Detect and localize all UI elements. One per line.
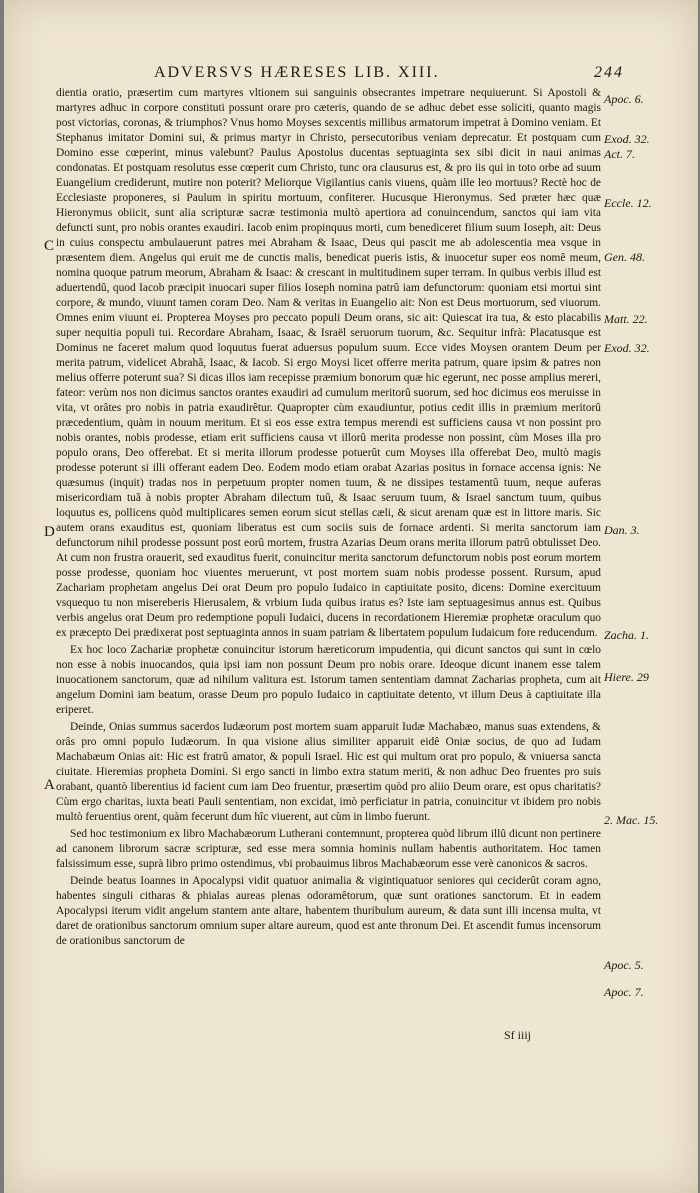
signature-mark: Sf iiij: [504, 1028, 532, 1042]
paragraph: dientia oratio, præsertim cum martyres vltionem sui sanguinis obsecrantes impetrare nequiuerunt. Si Apostoli & martyres adhuc in corpore constituti possunt orare pro cæteris, quando de se adhuc debet esse soliciti, quanto magis post victorias, coronas, & triumphos? Vnus homo Moyses sexcentis millibus armatorum impetrat à Domino veniam. Et Stephanus imitator Domini sui, & primus martyr in Christo, persecutoribus veniam deprecatur. Et postquam cum Domino esse cœperint, minus valebunt? Paulus Apostolus ducentas septuaginta sex sibi dicit in naui animas condonatas. Et postquam resolutus esse cœperit cum Christo, tunc ora clausurus est, & pro iis qui in toto orbe ad suum Euangelium crediderunt, mutire non poterit? Meliorque Vigilantius canis viuens, quàm ille leo mortuus? Rectè hoc de Ecclesiaste proponeres, si Paulum in spiritu mortuum, confiterer. Hucusque Hieronymus. Sed præter hæc quæ Hieronymus obiicit, sunt alia scripturæ sacræ testimonia multò apertiora ad conuincendum, sanctos qui iam vita defuncti sunt, pro nobis orantes exaudiri. Iacob enim propinquus morti, cum benediceret filium suum Ioseph, ait: Deus in cuius conspectu ambulauerunt patres mei Abraham & Isaac, Deus qui pascit me ab adolescentia mea vsque in præsentem diem. Angelus qui eruit me de cunctis malis, benedicat pueris istis, & inuocetur super eos nomê meum, nomina quoque patrum meorum, Abraham & Isaac: & crescant in multitudinem super terram. In quibus verbis illud est aduertendû, quod Iacob præcipit inuocari super filios Ioseph nomina patrû iam defunctorum: quoniam etsi mortui sint corpore, & mundo, viuunt tamen coram Deo. Nam & veritas in Euangelio ait: Non est Deus mortuorum, sed viuorum. Omnes enim viuunt ei. Propterea Moyses pro peccato populi Deum orans, sic ait: Quiescat ira tua, & esto placabilis super nequitia populi tui. Recordare Abraham, Isaac, & Israël seruorum tuorum, &c. Sequitur infrà: Placatusque est Dominus ne faceret malum quod loquutus fuerat aduersus populum suum. Ecce vides Moysen orantem Deum per merita patrum, videlicet Abrahã, Isaac, & Iacob. Si ergo Moysi licet offerre merita patrum, quare ipsim & patres non melius offerre poterunt sua? Si dicas illos iam recepisse præmium bonorum quæ hic egerunt, nec posse amplius mereri, fateor: verùm nos non dicimus sanctos orantes exaudiri ad cumulum meritorû suorum, sed hoc dicimus eos meruisse in vita, vt orâtes pro nobis in patria exaudirêtur. Quapropter cùm exaudiuntur, potius cedit illis in præmium meritorû præcedentium, quàm in nouum meritum. Et si eos esse extra tempus merendi est sufficiens causa vt non possint pro nobis orantes, nobis prodesse, etiam erit sufficiens causa vt illorû merita prodesse non possint, cùm Moses illa pro populo orans, Deo offerebat. Et si merita illorum prodesse potuerût cum Moyses illa offerebat Deo, multò magis prodesse poterunt si illi offerant eadem Deo. Eodem modo etiam orabat Azarias positus in fornace accensa ignis: Ne quæsumus (inquit) tradas nos in perpetuum propter nomen tuum, & ne dissipes testamentû tuum, neque auferas misericordiam tuã à nobis propter Abraham dilectum tuû, & Isaac seruum tuum, & Israel sanctum tuum, quibus loquutus es, pollicens quòd multiplicares semen eorum sicut stellas cæli, & sicut arenam quæ est in littore maris. Sic autem orans exauditus est, quoniam liberatus est cum sociis suis de fornace ardenti. Si merita sanctorum iam defunctorum nihil prodesse possunt post eorû mortem, frustra Azarias Deum orans merita illorum patrû obtulisset Deo. At cum non frustra orauerit, sed exauditus fuerit, conuincitur merita sanctorum defunctorum nobis post eorum mortem posse prodesse, quoniam hoc viuentes meruerunt, vt post mortem suam nobis prodesse possent. Rursum, apud Zachariam prophetam angelus Dei orat Deum pro populo Iudaico in captiuitate posito, dicens: Domine exercituum vsquequo tu non misereberis Hierusalem, & vrbium Iuda quibus iratus es? Iste iam septuagesimus annus est. Quibus verbis angelus orat Deum pro redemptione populi Iudaici, ducens in recordationem Hieremiæ prophetæ oraculum quo ex præcepto Dei prædixerat post septuaginta annos in suam patriam & libertatem populum Iudaicum fore reducendum.: [56, 87, 601, 639]
marginal-note: Apoc. 6.: [604, 92, 644, 106]
marginal-note: Eccle. 12.: [604, 196, 652, 210]
marginal-note: Apoc. 5.: [604, 958, 644, 972]
marginal-note: Dan. 3.: [604, 523, 640, 537]
marginal-note: Exod. 32.: [604, 132, 650, 146]
gutter-letter-d: D: [44, 524, 55, 540]
marginal-note: Matt. 22.: [604, 312, 648, 326]
marginal-note: Apoc. 7.: [604, 985, 644, 999]
paragraph: Deinde beatus Ioannes in Apocalypsi vidit quatuor animalia & vigintiquatuor seniores qui ceciderût coram agno, habentes singuli citharas & phialas aureas plenas odoramêtorum, quæ sunt orationes sanctorum. Et in eadem Apocalypsi iterum vidit angelum stantem ante altare, habentem thuribulum aureum, & data sunt illi incensa multa, vt daret de orationibus sanctorum omnium super altare aureum, quod est ante thronum Dei. Et ascendit fumus incensorum de orationibus sanctorum de: [56, 875, 601, 947]
paragraph: Sed hoc testimonium ex libro Machabæorum Lutherani contemnunt, propterea quòd librum illû dicunt non pertinere ad canonem librorum sacræ scripturæ, sed esse mera somnia hominis nullam habentis authoritatem. Hoc tamen falsissimum esse, suprà libro primo ostendimus, vbi probauimus libros Machabæorum esse verè canonicos & sacros.: [56, 828, 601, 870]
marginal-note: Act. 7.: [604, 147, 635, 161]
main-text: [56, 86, 601, 951]
gutter-letter-c: C: [44, 238, 55, 254]
marginal-note: 2. Mac. 15.: [604, 813, 659, 827]
marginal-note: Hiere. 29: [604, 670, 649, 684]
book-page: [4, 0, 698, 1193]
marginal-note: Zacha. 1.: [604, 628, 649, 642]
paragraph: Deinde, Onias summus sacerdos Iudæorum post mortem suam apparuit Iudæ Machabæo, manus suas extendens, & orâs pro omni populo Iudæorum. In qua visione alius similiter apparuit eidê Oniæ socius, de quo ad Iudam Machabæum Onias ait: Hic est fratrû amator, & populi Israel. Hic est qui multum orat pro populo, & vniuersa sancta ciuitate. Hieremias propheta Domini. Si ergo sancti in limbo extra statum meriti, & non adhuc Deo fruentes pro suis orabant, quantò liberentius id facient cum iam Deo fruentur, præsertim quòd pro aliio Deum orare, est opus charitatis? Cùm ergo charitas, iuxta beati Pauli sententiam, non excidat, imò perficiatur in patria, conuincitur vt ibidem pro nobis multò feruentius orent, quàm fecerunt dum hîc viuerent, aut cùm in limbo fuerunt.: [56, 721, 601, 823]
marginal-note: Exod. 32.: [604, 341, 650, 355]
gutter-letter-a: A: [44, 777, 55, 793]
paragraph: Ex hoc loco Zachariæ prophetæ conuincitur istorum hæreticorum impudentia, qui dicunt sanctos qui sunt in cœlo non esse à nobis inuocandos, quia ipsi iam non possunt Deum pro nobis orare. Ideoque dicunt inanem esse talem inuocationem sanctorum, quæ ad nihilum valitura est. Istorum tamen sententiam damnat Zacharias propheta, cum ait angelum Domini iam beatum, orasse Deum pro populo Iudaico in captiuitate detento, vt illum Deus à captiuitate illa eriperet.: [56, 644, 601, 716]
page-number: 244: [594, 64, 624, 81]
marginal-note: Gen. 48.: [604, 250, 645, 264]
running-title: ADVERSVS HÆRESES LIB. XIII.: [154, 64, 440, 81]
